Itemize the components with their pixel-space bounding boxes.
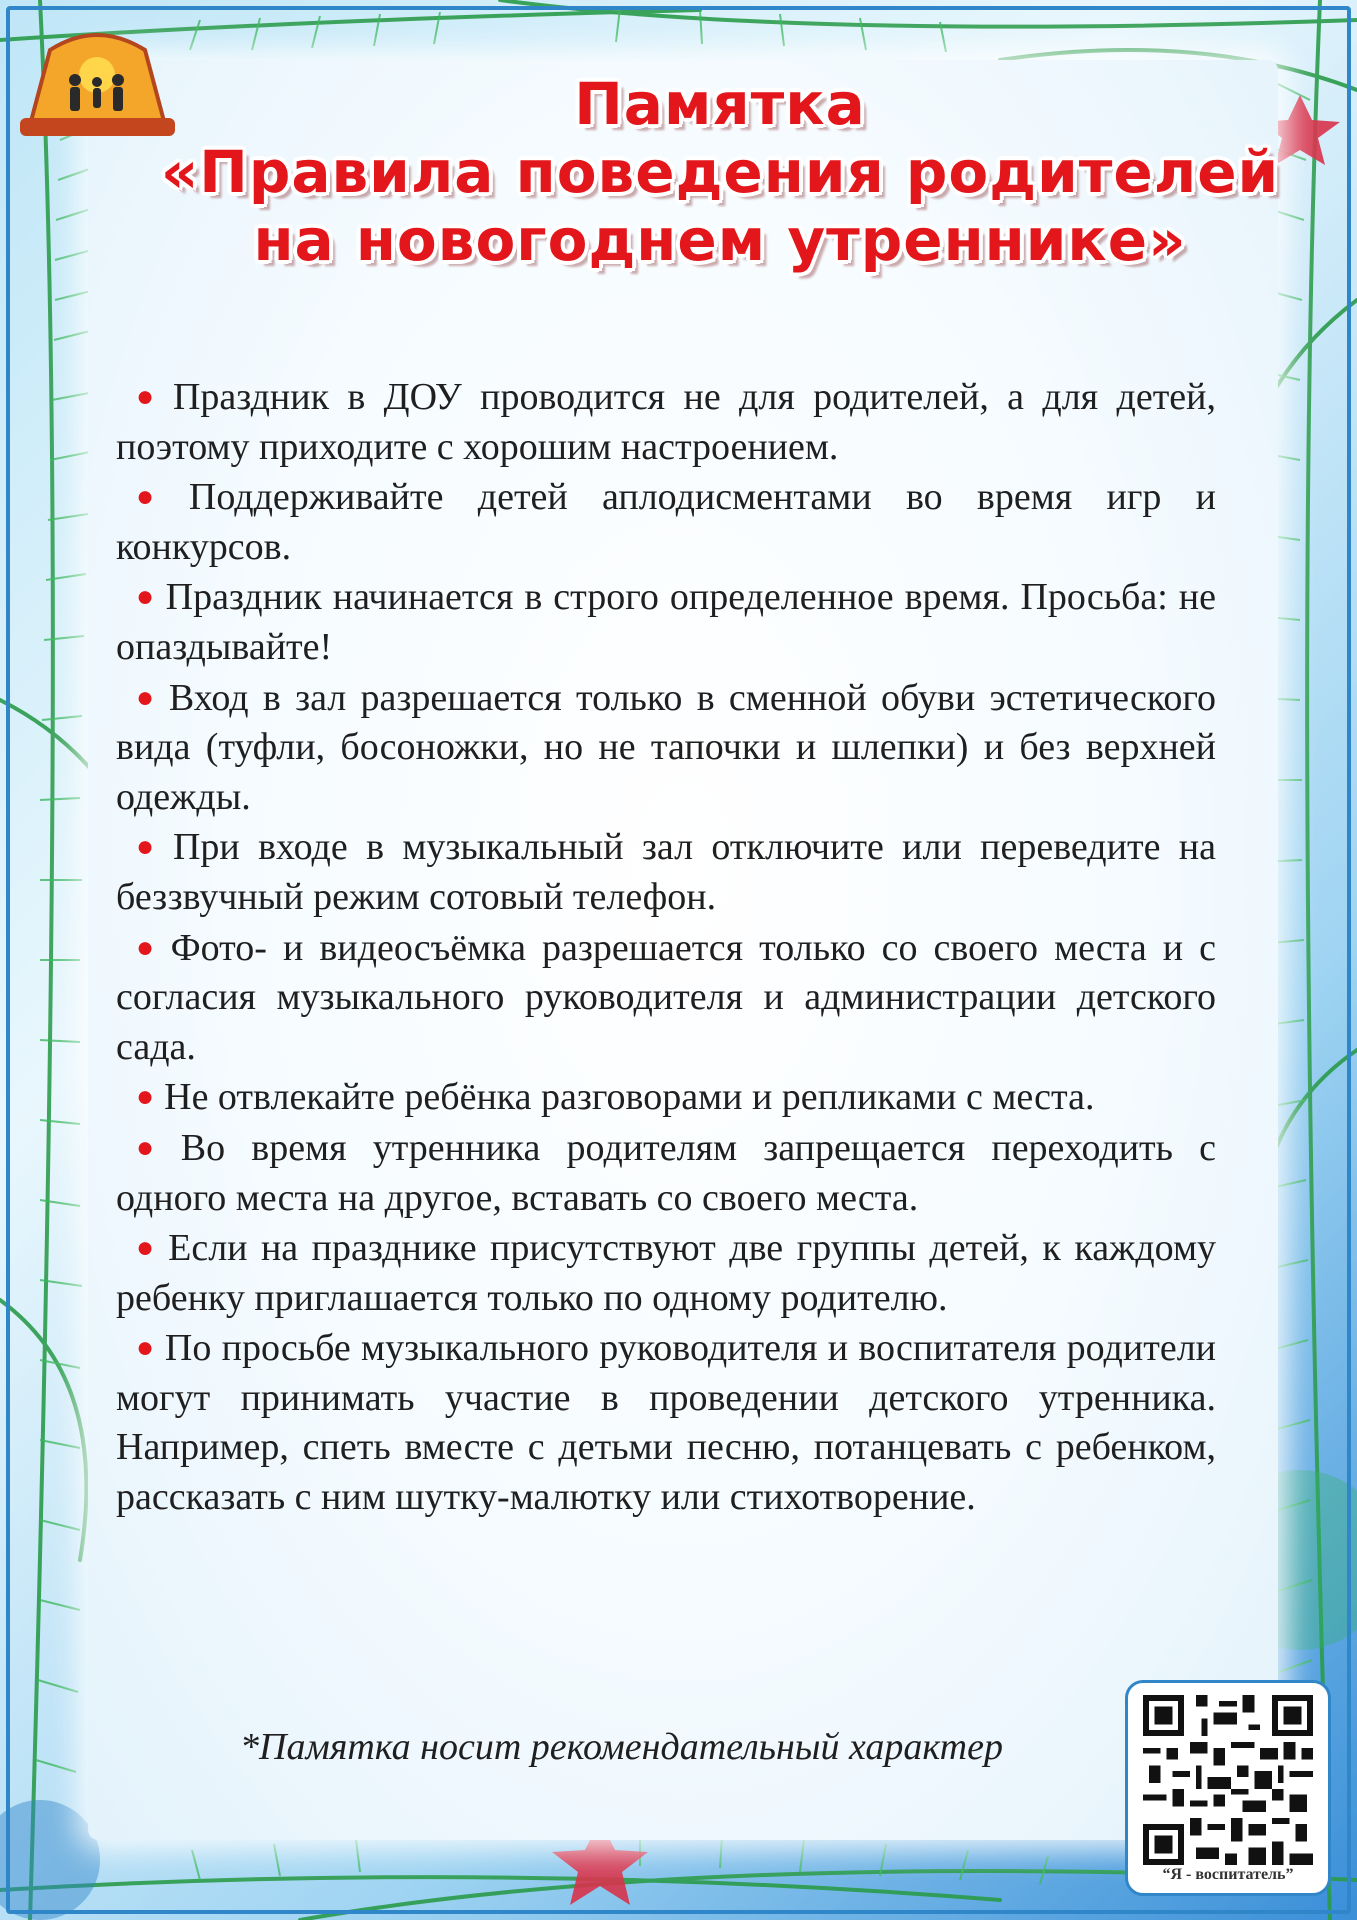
rule-item: ● Поддерживайте детей аплодисментами во время игр и конкурсов. [116,476,1217,568]
qr-code-icon[interactable] [1143,1695,1313,1865]
bullet-icon: ● [136,580,156,614]
rule-item: ● Во время утренника родителям запрещается переходить с одного места на другое, вставать со своего места. [116,1126,1216,1219]
page-title [120,70,1320,274]
bullet-icon: ● [136,380,163,413]
bullet-icon: ● [136,680,159,714]
bullet-icon: ● [136,480,179,514]
title-line-3: на новогоднем утреннике» [253,206,1187,274]
bullet-icon: ● [136,930,161,964]
bullet-icon: ● [136,1231,159,1265]
rules-list [116,372,1216,1523]
rule-item: ● Праздник в ДОУ проводится не для родителей, а для детей, поэтому приходите с хорошим настроением. [116,376,1217,468]
bullet-icon: ● [136,1080,155,1114]
rule-item: ● Праздник начинается в строго определенное время. Просьба: не опаздывайте! [116,576,1216,668]
qr-code-block[interactable] [1125,1680,1331,1896]
title-line-2: «Правила поведения родителей [160,138,1280,206]
bullet-icon: ● [136,830,163,864]
rule-item: ● Не отвлекайте ребёнка разговорами и репликами с места. [136,1076,1095,1119]
bullet-icon: ● [136,1331,155,1365]
footnote: *Памятка носит рекомендательный характер [240,1726,1003,1768]
rule-item: ● Вход в зал разрешается только в сменной обуви эстетического вида (туфли, босоножки, но не тапочки и шлепки) и без верхней одежды. [116,676,1217,818]
rule-item: ● При входе в музыкальный зал отключите или переведите на беззвучный режим сотовый телефон. [116,826,1216,918]
qr-caption: “Я - воспитатель” [1162,1866,1294,1883]
bullet-icon: ● [136,1130,171,1164]
rule-item: ● Фото- и видеосъёмка разрешается только со своего места и с согласия музыкального руководителя и администрации детского сада. [116,926,1216,1068]
rule-item: ● По просьбе музыкального руководителя и воспитателя родители могут принимать участие в проведении детского утренника. Например, спеть вместе с детьми песню, потанцевать с ребенком, рассказать с ним шутку-малютку или стихотворение. [116,1327,1216,1519]
title-line-1: Памятка [574,70,866,138]
rule-item: ● Если на празднике присутствуют две группы детей, к каждому ребенку приглашается только по одному родителю. [116,1227,1216,1319]
